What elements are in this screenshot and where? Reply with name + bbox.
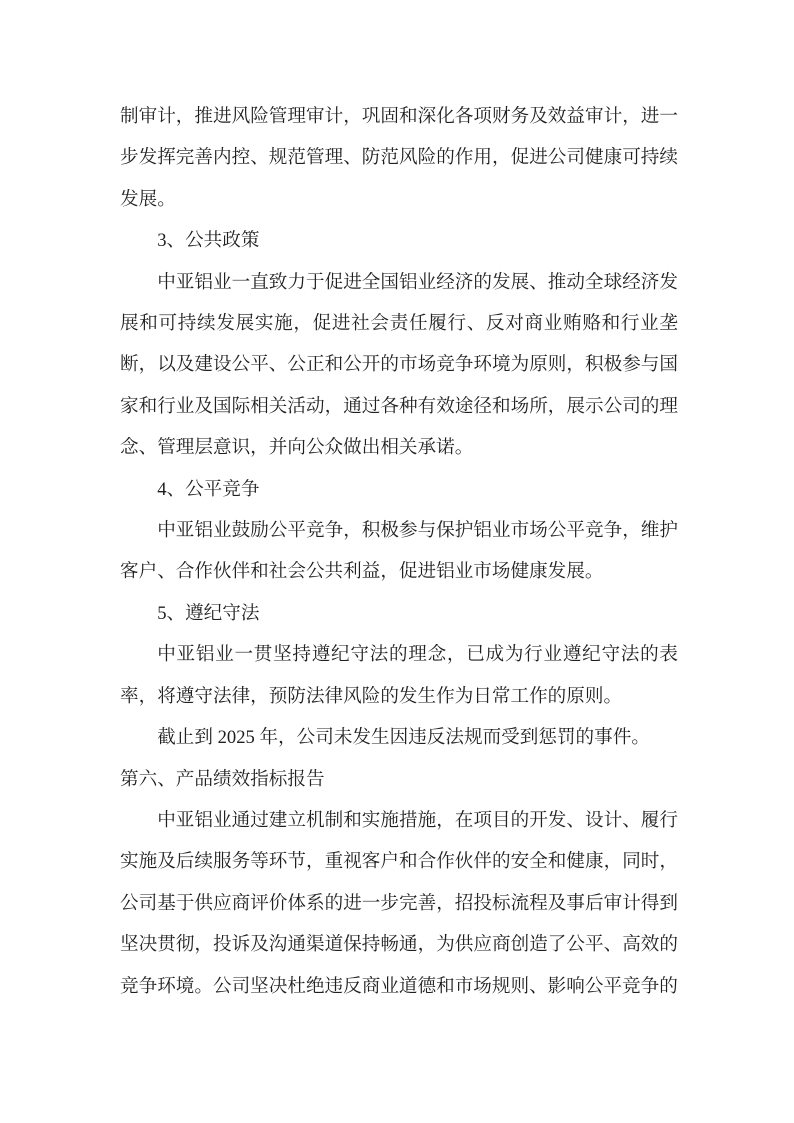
heading-fair-competition: 4、公平竞争 — [157, 478, 260, 500]
paragraph-law-compliance: 中亚铝业一贯坚持遵纪守法的理念，已成为行业遵纪守法的表率，将遵守法律，预防法律风险的发生作为日常工作的原则。 — [120, 644, 678, 707]
heading-public-policy: 3、公共政策 — [157, 230, 260, 252]
paragraph-fair-competition: 中亚铝业鼓励公平竞争，积极参与保护铝业市场公平竞争，维护客户、合作伙伴和社会公共利益，促进铝业市场健康发展。 — [120, 520, 678, 583]
heading-chapter-six-product-performance: 第六、产品绩效指标报告 — [120, 768, 325, 790]
paragraph-compliance-record-2025: 截止到 2025 年，公司未发生因违反法规而受到惩罚的事件。 — [157, 727, 650, 749]
heading-law-compliance: 5、遵纪守法 — [157, 602, 260, 624]
document-text-block — [120, 96, 678, 1007]
paragraph-product-performance: 中亚铝业通过建立机制和实施措施，在项目的开发、设计、履行实施及后续服务等环节，重视客户和合作伙伴的安全和健康，同时，公司基于供应商评价体系的进一步完善，招投标流程及事后审计得到坚决贯彻，投诉及沟通渠道保持畅通，为供应商创造了公平、高效的竞争环境。公司坚决杜绝违反商业道德和市场规则、影响公平竞争的 — [120, 809, 678, 997]
paragraph-public-policy: 中亚铝业一直致力于促进全国铝业经济的发展、推动全球经济发展和可持续发展实施，促进社会责任履行、反对商业贿赂和行业垄断，以及建设公平、公正和公开的市场竞争环境为原则，积极参与国家和行业及国际相关活动，通过各种有效途径和场所，展示公司的理念、管理层意识，并向公众做出相关承诺。 — [120, 271, 678, 459]
paragraph-audit-continuation: 制审计，推进风险管理审计，巩固和深化各项财务及效益审计，进一步发挥完善内控、规范管理、防范风险的作用，促进公司健康可持续发展。 — [120, 106, 678, 210]
